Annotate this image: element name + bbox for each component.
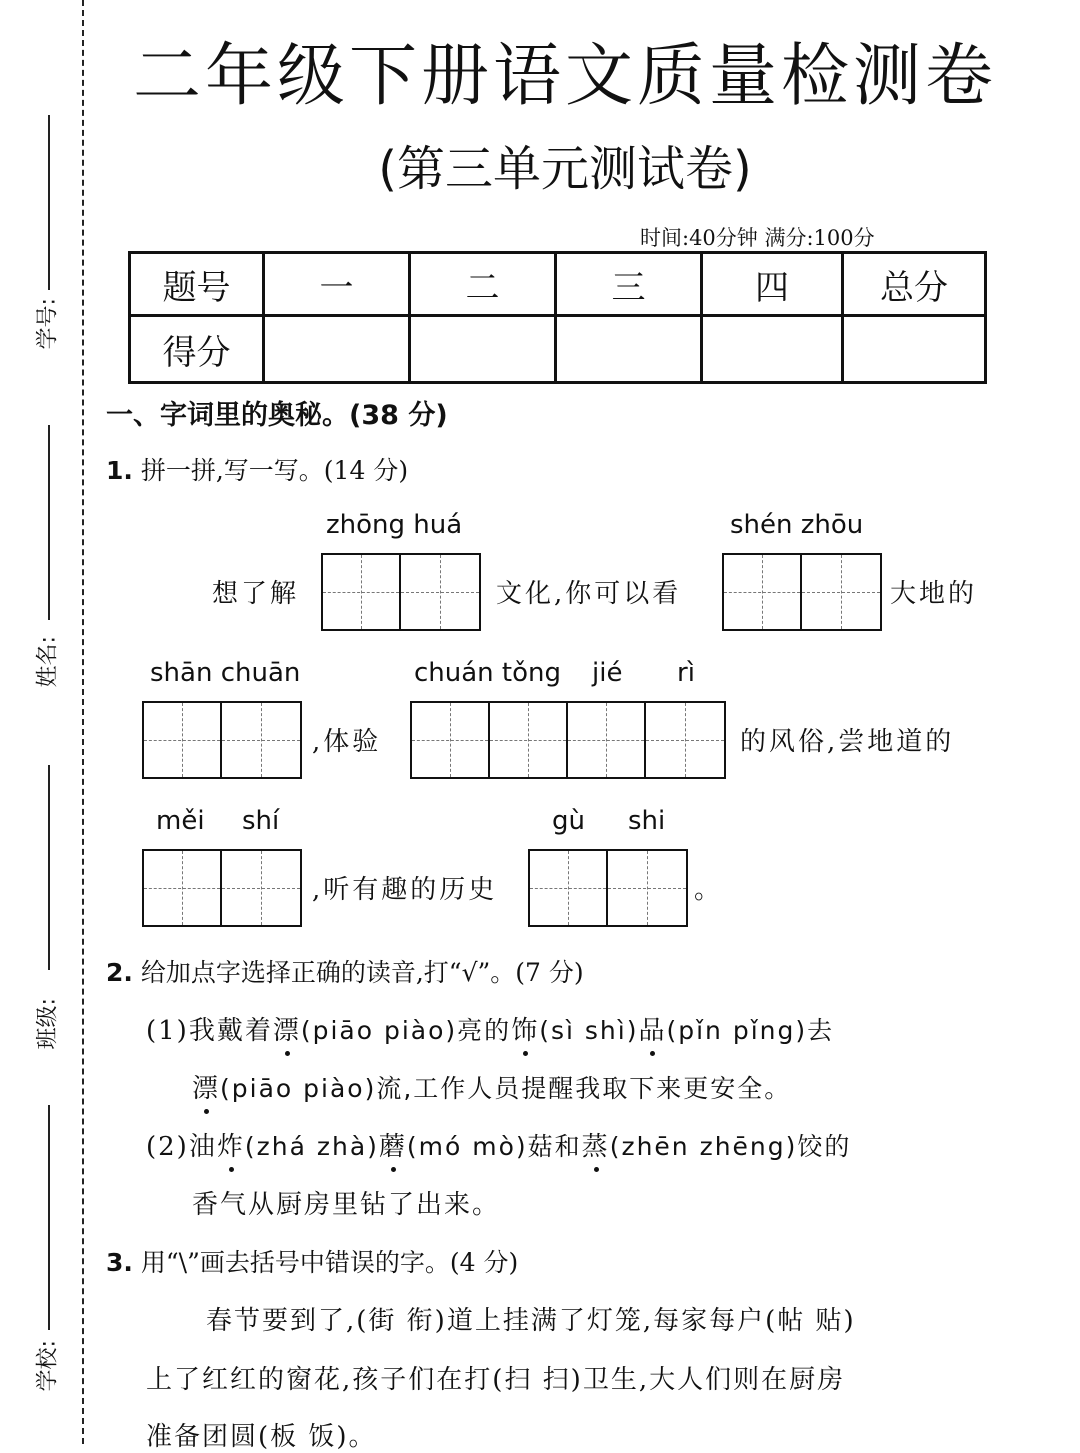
binding-dashed-line <box>82 0 84 1444</box>
q2-pinyin-choices[interactable]: (piāo piào)流,工作人员提醒我取下来更安全。 <box>220 1074 792 1103</box>
pinyin-jie: jié <box>592 658 623 688</box>
grid-cell[interactable] <box>802 555 880 629</box>
q1-text-6: ,听有趣的历史 <box>312 875 498 905</box>
dotted-char: 漂 <box>192 1068 220 1105</box>
writing-grid-gushi[interactable] <box>528 849 688 927</box>
q2-pinyin-choices[interactable]: (pǐn pǐng)去 <box>666 1016 835 1045</box>
pinyin-shi2: shi <box>628 806 666 836</box>
score-table-header-row <box>130 253 986 316</box>
dotted-char: 饰 <box>511 1010 539 1047</box>
q1-text-3: 大地的 <box>890 579 978 609</box>
pinyin-gu: gù <box>552 806 585 836</box>
writing-grid-zhonghua[interactable] <box>321 553 481 631</box>
dotted-char: 漂 <box>273 1010 301 1047</box>
class-line[interactable] <box>48 765 50 970</box>
q1-text-4: ,体验 <box>312 727 382 757</box>
school-line[interactable] <box>48 1105 50 1330</box>
q3-paragraph-line-1[interactable]: 春节要到了,(街 衔)道上挂满了灯笼,每家每户(帖 贴) <box>206 1306 856 1336</box>
q2-line-1-part: (1)我戴着 <box>146 1016 273 1046</box>
student-id-label: 学号: <box>35 298 61 350</box>
question-2-text: 给加点字选择正确的读音,打“√”。(7 分) <box>140 958 584 987</box>
q3-paragraph-line-2[interactable]: 上了红红的窗花,孩子们在打(扫 扫)卫生,大人们则在厨房 <box>146 1365 846 1395</box>
question-1-number: 1. <box>106 456 133 485</box>
q2-pinyin-choices[interactable]: (zhēn zhēng)饺的 <box>609 1132 852 1161</box>
q2-line-4: 香气从厨房里钻了出来。 <box>192 1190 501 1220</box>
writing-grid-shenzhou[interactable] <box>722 553 882 631</box>
name-label: 姓名: <box>35 636 61 688</box>
grid-cell[interactable] <box>490 703 568 777</box>
grid-cell[interactable] <box>401 555 479 629</box>
grid-cell[interactable] <box>646 703 724 777</box>
name-line[interactable] <box>48 425 50 620</box>
pinyin-shi: shí <box>242 806 280 836</box>
writing-grid-shanchuan[interactable] <box>142 701 302 779</box>
pinyin-shenzhou: shén zhōu <box>730 510 864 540</box>
q2-line-3 <box>146 1126 851 1163</box>
grid-cell[interactable] <box>222 703 300 777</box>
writing-grid-chuantongjieri[interactable] <box>410 701 726 779</box>
score-header-cell: 题号 <box>130 253 264 316</box>
dotted-char: 蒸 <box>582 1126 610 1163</box>
score-table-score-row <box>130 316 986 383</box>
score-input-cell[interactable] <box>410 316 556 383</box>
q2-pinyin-choices[interactable]: (sì shì) <box>539 1016 639 1045</box>
question-2 <box>106 953 584 989</box>
grid-cell[interactable] <box>323 555 401 629</box>
q1-text-7: 。 <box>694 875 724 905</box>
score-table <box>128 251 987 384</box>
q1-text-2: 文化,你可以看 <box>496 579 682 609</box>
grid-cell[interactable] <box>144 703 222 777</box>
q1-text-5: 的风俗,尝地道的 <box>740 727 955 757</box>
grid-cell[interactable] <box>530 851 608 925</box>
score-header-cell: 四 <box>702 253 843 316</box>
writing-grid-meishi[interactable] <box>142 849 302 927</box>
question-3-number: 3. <box>106 1248 133 1277</box>
school-label: 学校: <box>35 1340 61 1392</box>
q2-line-2 <box>192 1068 791 1105</box>
q2-line-3-part: (2)油 <box>146 1132 217 1162</box>
pinyin-mei: měi <box>156 806 205 836</box>
score-header-cell: 一 <box>264 253 410 316</box>
grid-cell[interactable] <box>608 851 686 925</box>
pinyin-zhonghua: zhōng huá <box>326 510 463 540</box>
section-1-heading: 一、字词里的奥秘。(38 分) <box>106 400 448 431</box>
page-title: 二年级下册语文质量检测卷 <box>132 37 997 116</box>
score-header-cell: 总分 <box>843 253 986 316</box>
score-row-label: 得分 <box>130 316 264 383</box>
pinyin-shanchuan: shān chuān <box>150 658 301 688</box>
score-input-cell[interactable] <box>264 316 410 383</box>
page-subtitle: (第三单元测试卷) <box>378 141 752 197</box>
score-input-cell[interactable] <box>702 316 843 383</box>
class-label: 班级: <box>35 998 61 1050</box>
question-2-number: 2. <box>106 958 133 987</box>
q2-pinyin-choices[interactable]: (piāo piào)亮的 <box>300 1016 512 1045</box>
q2-pinyin-choices[interactable]: (zhá zhà) <box>244 1132 379 1161</box>
q2-line-1 <box>146 1010 834 1047</box>
grid-cell[interactable] <box>568 703 646 777</box>
score-header-cell: 二 <box>410 253 556 316</box>
score-input-cell[interactable] <box>843 316 986 383</box>
dotted-char: 炸 <box>217 1126 245 1163</box>
dotted-char: 蘑 <box>379 1126 407 1163</box>
pinyin-ri: rì <box>677 658 695 688</box>
grid-cell[interactable] <box>412 703 490 777</box>
student-id-line[interactable] <box>48 115 50 290</box>
q3-paragraph-line-3[interactable]: 准备团圆(板 饭)。 <box>146 1422 377 1452</box>
score-header-cell: 三 <box>556 253 702 316</box>
q2-pinyin-choices[interactable]: (mó mò)菇和 <box>406 1132 582 1161</box>
question-3-text: 用“\”画去括号中错误的字。(4 分) <box>140 1248 519 1277</box>
q1-text-1: 想了解 <box>212 579 300 609</box>
question-3 <box>106 1243 518 1279</box>
dotted-char: 品 <box>638 1010 666 1047</box>
grid-cell[interactable] <box>144 851 222 925</box>
question-1-text: 拼一拼,写一写。(14 分) <box>140 456 409 485</box>
score-input-cell[interactable] <box>556 316 702 383</box>
grid-cell[interactable] <box>222 851 300 925</box>
grid-cell[interactable] <box>724 555 802 629</box>
question-1 <box>106 451 408 487</box>
pinyin-chuantong: chuán tǒng <box>414 658 562 688</box>
time-score-info: 时间:40分钟 满分:100分 <box>640 226 875 250</box>
